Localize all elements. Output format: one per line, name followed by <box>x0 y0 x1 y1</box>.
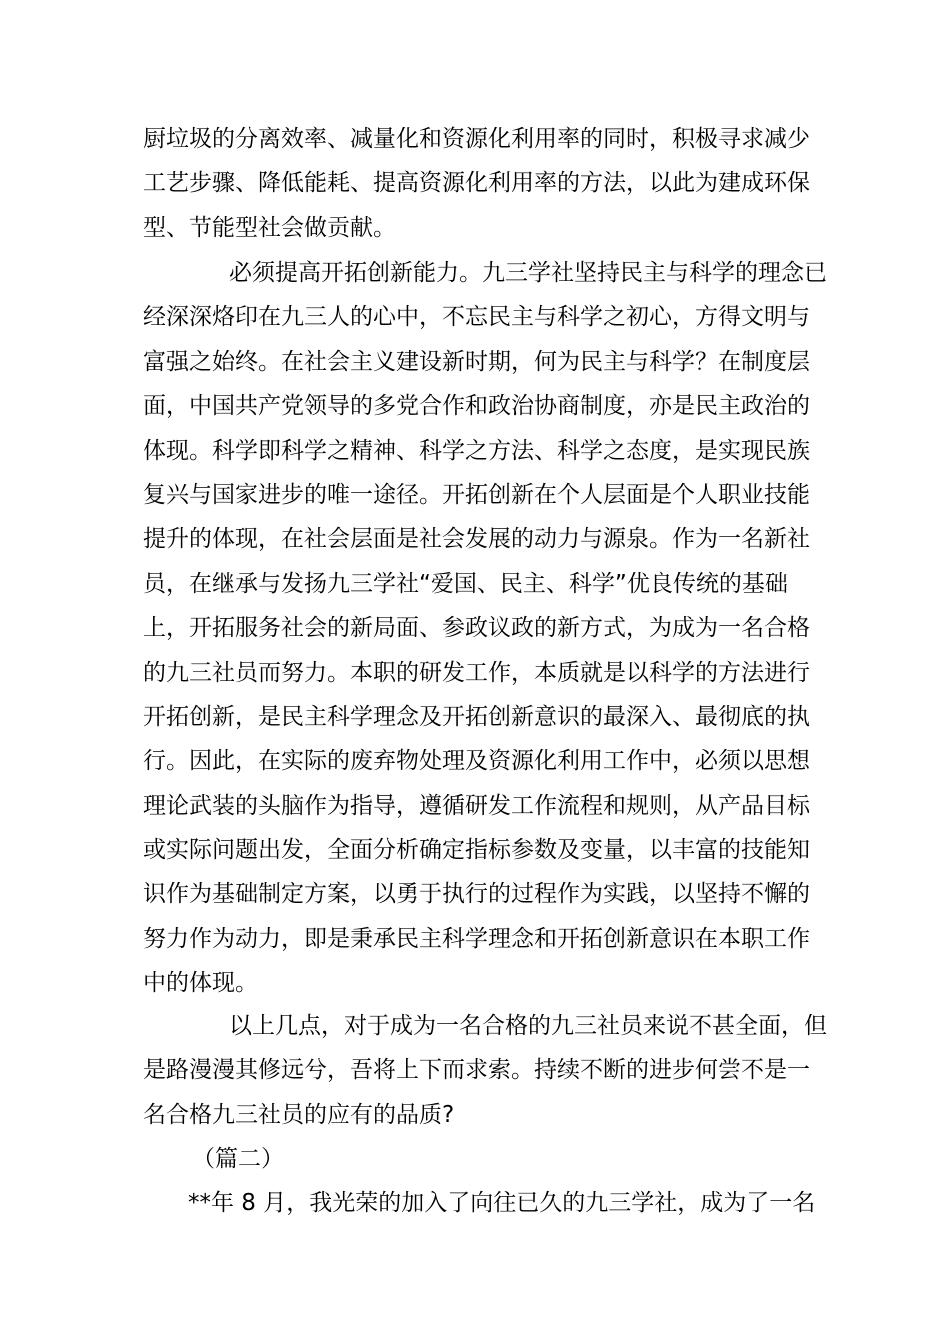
section-heading: （篇二） <box>192 1146 284 1172</box>
text-line: 或实际问题出发，全面分析确定指标参数及变量，以丰富的技能知 <box>143 837 810 864</box>
text-line: 是路漫漫其修远兮，吾将上下而求索。持续不断的进步何尝不是一 <box>143 1057 810 1084</box>
text-line: 富强之始终。在社会主义建设新时期，何为民主与科学？在制度层 <box>143 348 810 375</box>
text-line: 提升的体现，在社会层面是社会发展的动力与源泉。作为一名新社 <box>143 526 810 553</box>
text-line: 必须提高开拓创新能力。九三学社坚持民主与科学的理念已 <box>229 260 827 286</box>
text-line: 努力作为动力，即是秉承民主科学理念和开拓创新意识在本职工作 <box>143 925 810 952</box>
text-line: 复兴与国家进步的唯一途径。开拓创新在个人层面是个人职业技能 <box>143 481 810 508</box>
paragraph-4-first-line: **年 8 月，我光荣的加入了向往已久的九三学社，成为了一名 <box>188 1190 816 1216</box>
text-line: 以上几点，对于成为一名合格的九三社员来说不甚全面，但 <box>229 1013 827 1039</box>
text-line: 中的体现。 <box>143 970 258 997</box>
text-line: 体现。科学即科学之精神、科学之方法、科学之态度，是实现民族 <box>143 437 810 464</box>
text-line: 行。因此，在实际的废弃物处理及资源化利用工作中，必须以思想 <box>143 748 810 775</box>
paragraph-3 <box>143 1004 827 1137</box>
text-line: 的九三社员而努力。本职的研发工作，本质就是以科学的方法进行 <box>143 659 810 686</box>
text-line: 理论武装的头脑作为指导，遵循研发工作流程和规则，从产品目标 <box>143 792 810 819</box>
text-line: 经深深烙印在九三人的心中，不忘民主与科学之初心，方得文明与 <box>143 304 810 331</box>
text-line: 开拓创新，是民主科学理念及开拓创新意识的最深入、最彻底的执 <box>143 703 810 730</box>
text-line: 员，在继承与发扬九三学社“爱国、民主、科学”优良传统的基础 <box>143 570 788 597</box>
text-line: 面，中国共产党领导的多党合作和政治协商制度，亦是民主政治的 <box>143 393 810 420</box>
text-line: 工艺步骤、降低能耗、提高资源化利用率的方法，以此为建成环保 <box>143 170 810 197</box>
paragraph-1 <box>143 117 813 250</box>
text-line: 名合格九三社员的应有的品质? <box>143 1101 455 1128</box>
text-line: 型、节能型社会做贡献。 <box>143 214 396 241</box>
text-line: 上，开拓服务社会的新局面、参政议政的新方式，为成为一名合格 <box>143 615 810 642</box>
paragraph-2 <box>143 251 827 1006</box>
text-line: 厨垃圾的分离效率、减量化和资源化利用率的同时，积极寻求减少 <box>143 126 810 152</box>
text-line: 识作为基础制定方案，以勇于执行的过程作为实践，以坚持不懈的 <box>143 881 810 908</box>
